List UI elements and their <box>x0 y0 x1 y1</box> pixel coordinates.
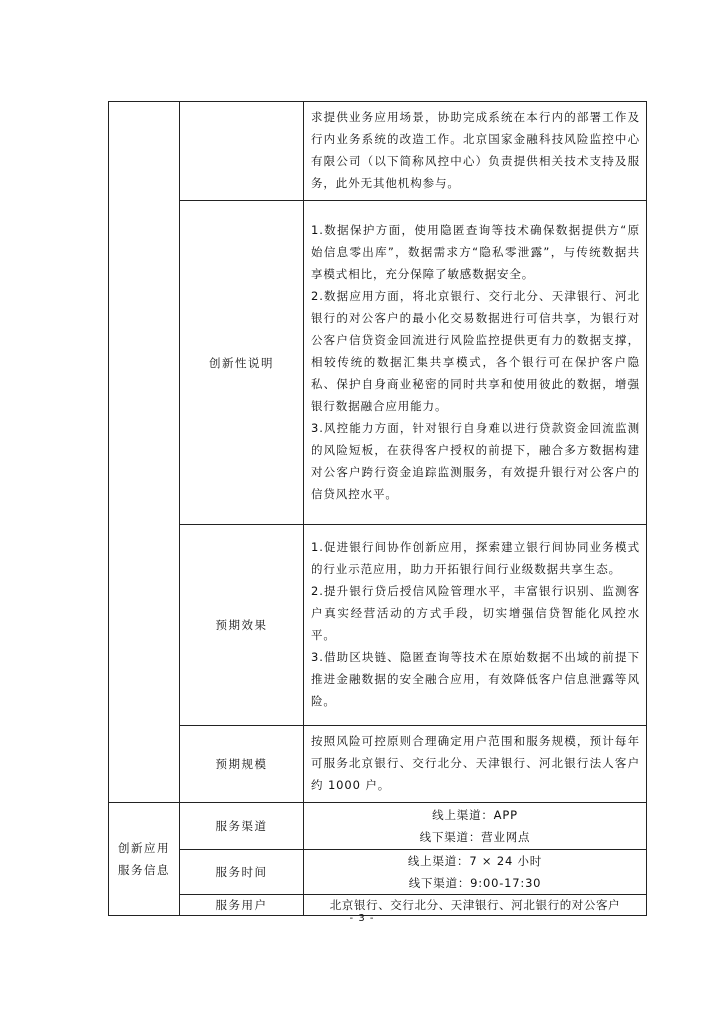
innovation-paragraph-3: 3.风控能力方面，针对银行自身难以进行贷款资金回流监测的风险短板，在获得客户授权的前提下，融合多方数据构建对公客户跨行资金追踪监测服务，有效提升银行对公客户的信贷风控水平。 <box>311 420 640 501</box>
time-online: 线上渠道：7 × 24 小时 <box>407 854 543 868</box>
scale-label: 预期规模 <box>180 726 304 803</box>
time-cell <box>304 850 647 895</box>
channel-label: 服务渠道 <box>180 803 304 850</box>
effect-paragraph-2: 2.提升银行贷后授信风险管理水平，丰富银行识别、监测客户真实经营活动的方式手段，切实增强信贷智能化风控水平。 <box>311 584 640 642</box>
scale-text: 按照风险可控原则合理确定用户范围和服务规模，预计每年可服务北京银行、交行北分、天津银行、河北银行法人客户约 1000 户。 <box>311 734 640 792</box>
intro-text: 求提供业务应用场景，协助完成系统在本行内的部署工作及行内业务系统的改造工作。北京国家金融科技风险监控中心有限公司（以下简称风控中心）负责提供相关技术支持及服务，此外无其他机构参与。 <box>311 110 640 190</box>
left-blank-cell <box>109 102 180 803</box>
innovation-cell <box>304 201 647 525</box>
scale-cell <box>304 726 647 803</box>
service-group-label <box>109 803 180 916</box>
service-group-line-1: 创新应用 <box>118 841 170 855</box>
time-label: 服务时间 <box>180 850 304 895</box>
innovation-label: 创新性说明 <box>180 201 304 525</box>
table-row-intro <box>109 102 647 201</box>
effect-label: 预期效果 <box>180 525 304 726</box>
table-row-time <box>109 850 647 895</box>
innovation-paragraph-2: 2.数据应用方面，将北京银行、交行北分、天津银行、河北银行的对公客户的最小化交易数据进行可信共享，为银行对公客户信贷资金回流进行风险监控提供更有力的数据支撑，相较传统的数据汇集共享模式，各个银行可在保护客户隐私、保护自身商业秘密的同时共享和使用彼此的数据，增强银行数据融合应用能力。 <box>311 288 640 413</box>
table-row-scale <box>109 726 647 803</box>
info-table <box>108 101 647 916</box>
intro-cell <box>304 102 647 201</box>
channel-online: 线上渠道：APP <box>432 808 518 822</box>
users-label: 服务用户 <box>180 895 304 916</box>
effect-cell <box>304 525 647 726</box>
effect-paragraph-3: 3.借助区块链、隐匿查询等技术在原始数据不出域的前提下推进金融数据的安全融合应用，有效降低客户信息泄露等风险。 <box>311 650 640 708</box>
table-row-effect <box>109 525 647 726</box>
channel-offline: 线下渠道：营业网点 <box>419 830 531 844</box>
blank-label-cell <box>180 102 304 201</box>
innovation-paragraph-1: 1.数据保护方面，使用隐匿查询等技术确保数据提供方“原始信息零出库”，数据需求方“隐私零泄露”，与传统数据共享模式相比，充分保障了敏感数据安全。 <box>311 222 640 281</box>
effect-paragraph-1: 1.促进银行间协作创新应用，探索建立银行间协同业务模式的行业示范应用，助力开拓银行间行业级数据共享生态。 <box>311 540 640 576</box>
channel-cell <box>304 803 647 850</box>
table-row-innovation <box>109 201 647 525</box>
page-number: - 3 - <box>349 913 375 924</box>
time-offline: 线下渠道：9:00-17:30 <box>408 876 542 890</box>
service-group-line-2: 服务信息 <box>118 863 170 877</box>
users-text: 北京银行、交行北分、天津银行、河北银行的对公客户 <box>329 898 621 912</box>
table-row-channel <box>109 803 647 850</box>
